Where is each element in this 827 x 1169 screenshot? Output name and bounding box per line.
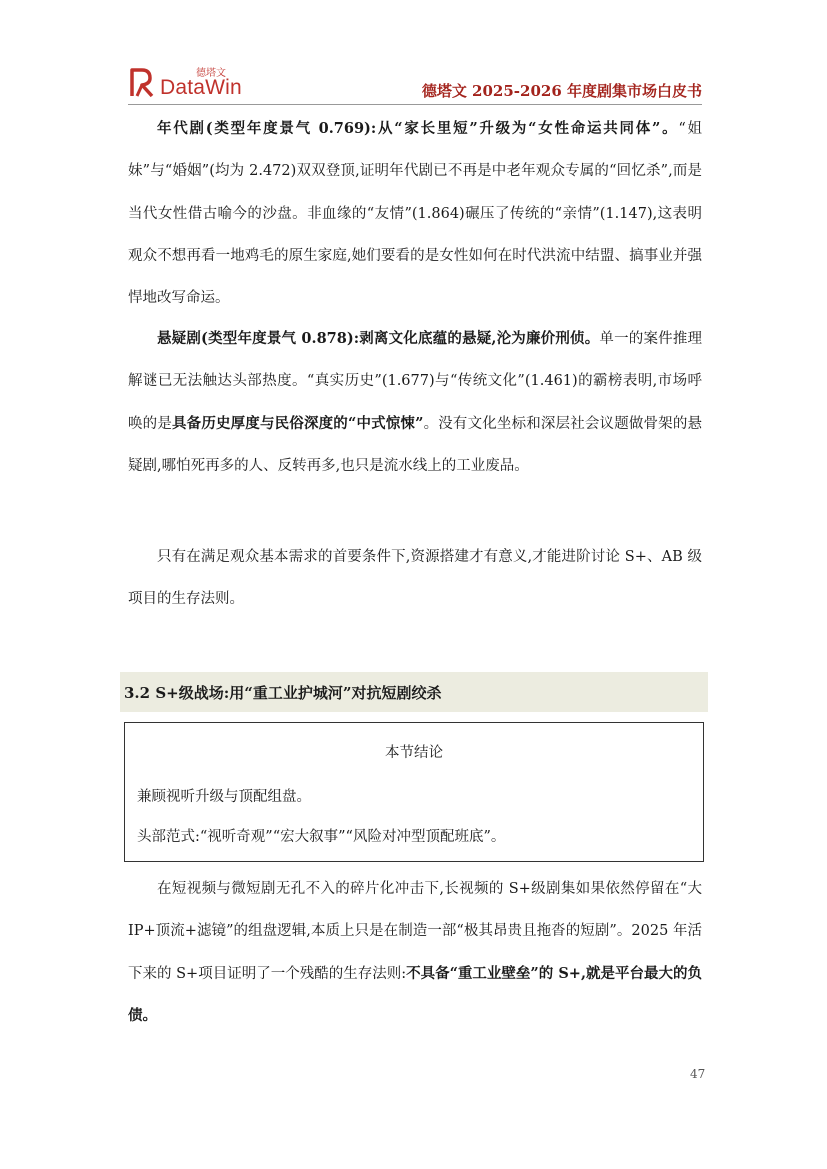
paragraph-body: 在短视频与微短剧无孔不入的碎片化冲击下,长视频的 S+级剧集如果依然停留在“大 IP+顶流+滤镜”的组盘逻辑,本质上只是在制造一部“极其昂贵且拖沓的短剧”。2025 年活下来的 S+项目证明了一个残酷的生存法则: xyxy=(128,881,702,982)
paragraph-emphasis: 具备历史厚度与民俗深度的“中式惊悚” xyxy=(172,414,424,432)
datawin-logo-icon xyxy=(128,66,160,100)
page-header xyxy=(128,62,702,106)
logo-wordmark: DataWin xyxy=(160,76,242,99)
paragraph-period-drama xyxy=(128,108,702,320)
document-title: 德塔文 2025-2026 年度剧集市场白皮书 xyxy=(421,82,702,100)
paragraph-lead-bold: 年代剧(类型年度景气 0.769):从“家长里短”升级为“女性命运共同体”。 xyxy=(157,120,679,137)
logo-chinese-name: 德塔文 xyxy=(196,68,226,79)
paragraph-transition: 只有在满足观众基本需求的首要条件下,资源搭建才有意义,才能进阶讨论 S+、AB 级项目的生存法则。 xyxy=(128,549,702,608)
header-divider xyxy=(128,104,702,105)
summary-line: 头部范式:“视听奇观”“宏大叙事”“风险对冲型顶配班底”。 xyxy=(137,829,506,845)
page-number: 47 xyxy=(690,1067,706,1081)
paragraph-body: 。没有文化坐标和深层社会议题做骨架的悬疑剧,哪怕死再多的人、反转再多,也只是流水线上的工业废品。 xyxy=(128,415,703,474)
paragraph-body: “姐妹”与“婚姻”(均为 2.472)双双登顶,证明年代剧已不再是中老年观众专属的“回忆杀”,而是当代女性借古喻今的沙盘。非血缘的“友情”(1.864)碾压了传统的“亲情”(1.147),这表明观众不想再看一地鸡毛的原生家庭,她们要看的是女性如何在时代洪流中结盟、搞事业并强悍地改写命运。 xyxy=(128,121,702,307)
section-summary-box xyxy=(124,722,704,862)
paragraph-conclusion-bold: 不具备“重工业壁垒”的 S+,就是平台最大的负债。 xyxy=(128,964,702,1024)
paragraph-suspense-drama xyxy=(128,318,702,487)
section-heading-bar xyxy=(120,672,708,712)
summary-line: 兼顾视听升级与顶配组盘。 xyxy=(137,789,311,805)
paragraph-s-plus xyxy=(128,868,702,1037)
datawin-logo xyxy=(128,62,258,102)
paragraph-body: 单一的案件推理解谜已无法触达头部热度。“真实历史”(1.677)与“传统文化”(1.461)的霸榜表明,市场呼唤的是 xyxy=(128,331,703,432)
summary-heading: 本节结论 xyxy=(385,745,443,761)
section-title: 3.2 S+级战场:用“重工业护城河”对抗短剧绞杀 xyxy=(124,684,442,702)
paragraph-lead-bold: 悬疑剧(类型年度景气 0.878):剥离文化底蕴的悬疑,沦为廉价刑侦。 xyxy=(157,330,600,347)
